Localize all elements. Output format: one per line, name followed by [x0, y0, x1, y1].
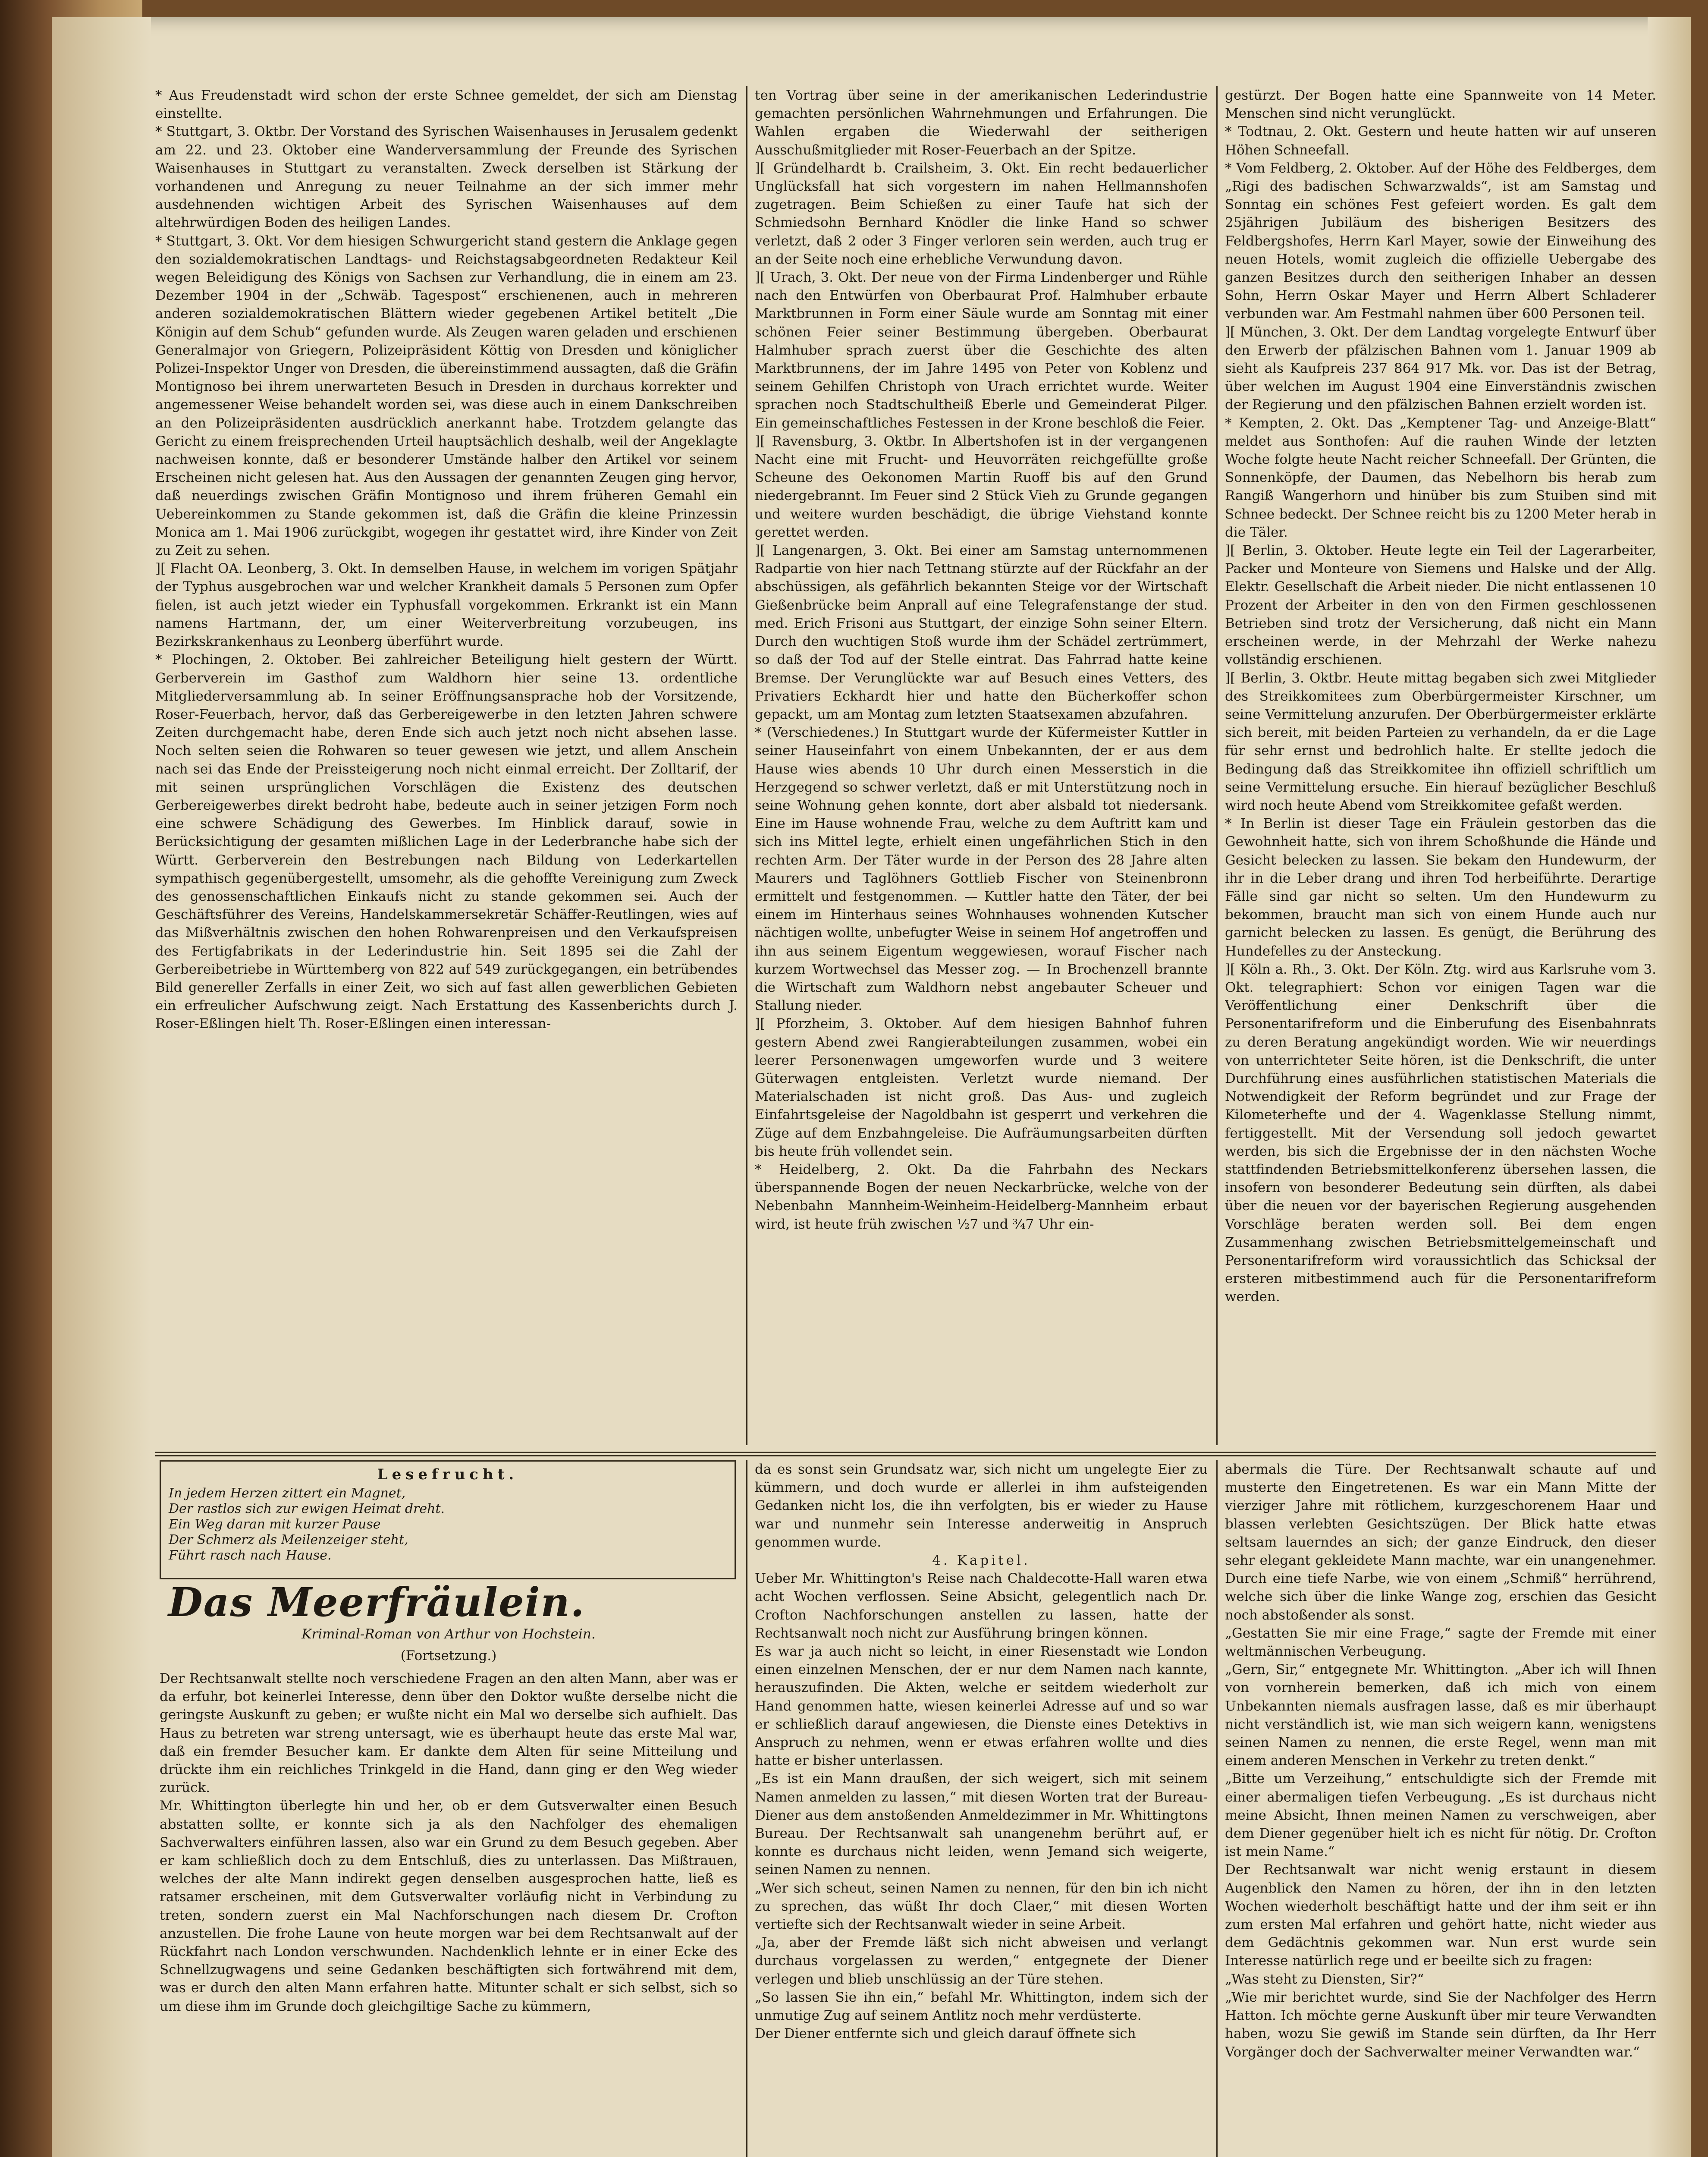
poem-line: Der Schmerz als Meilenzeiger steht,: [169, 1532, 408, 1547]
news-item: ][ Langenargen, 3. Okt. Bei einer am Samstag unternommenen Radpartie von hier nach Tettnang stürzte auf der Rückfahr an der abschüssigen, als gefährlich bekannten Steige vor der Wirtschaft Gießenbrücke beim Anprall auf eine Telegrafenstange der stud. med. Erich Frisoni aus Stuttgart, der einzige Sohn seiner Eltern. Durch den wuchtigen Stoß wurde ihm der Schädel zertrümmert, so daß der Tod auf der Stelle eintrat. Das Fahrrad hatte keine Bremse. Der Verunglückte war auf Besuch eines Vetters, des Privatiers Eckhardt hier und hatte den Bücherkoffer schon gepackt, um am Montag zum letzten Staatsexamen abzufahren.: [755, 543, 1208, 722]
poem-line: Führt rasch nach Hause.: [169, 1548, 332, 1563]
news-column-2: [755, 86, 1208, 1445]
news-item: ][ Köln a. Rh., 3. Okt. Der Köln. Ztg. wird aus Karlsruhe vom 3. Okt. telegraphiert: Schon vor einigen Tagen war die Veröffentlichung einer Denkschrift über die Personentarifreform und die Einberufung des Eisenbahnrats zu deren Beratung angekündigt worden. Wie wir neuerdings von unterrichteter Seite hören, ist die Denkschrift, die unter Durchführung eines ausführlichen statistischen Materials die Notwendigkeit der Reform begründet und zur Frage der Kilometerhefte und der 4. Wagenklasse Stellung nimmt, fertiggestellt. Mit der Versendung soll jedoch gewartet werden, bis sich die Ergebnisse der in den nächsten Woche stattfindenden Betriebsmittelkonferenz übersehen lassen, die insofern von besonderer Bedeutung sein dürften, als dabei über die neuen vor der bayerischen Regierung ausgehenden Vorschläge beraten werden soll. Bei dem engen Zusammenhang zwischen Betriebsmittelgemeinschaft und Personentarifreform wird voraussichtlich das Schicksal der ersteren mitbestimmend auch für die Personentarifreform werden.: [1225, 961, 1656, 1305]
news-item: * Stuttgart, 3. Okt. Vor dem hiesigen Schwurgericht stand gestern die Anklage gegen den sozialdemokratischen Landtags- und Reichstagsabgeordneten Redakteur Keil wegen Beleidigung des Königs von Sachsen zur Verhandlung, die in einem am 23. Dezember 1904 in der „Schwäb. Tagespost“ erschienenen, auch in mehreren anderen sozialdemokratischen Blättern wieder gegebenen Artikel betitelt „Die Königin auf dem Schub“ gefunden wurde. Als Zeugen waren geladen und erschienen Generalmajor von Griegern, Polizeipräsident Köttig von Dresden und königlicher Polizei-Inspektor Unger von Dresden, die übereinstimmend aussagten, daß die Gräfin Montignoso bei ihrem unerwarteten Besuch in Dresden in durchaus korrekter und angemessener Weise behandelt worden sei, was diese auch in einem Dankschreiben an den Polizeipräsidenten ausdrücklich anerkannt habe. Trotzdem gelangte das Gericht zu einem freisprechenden Urteil hauptsächlich deshalb, weil der Angeklagte nachweisen konnte, daß er besonderer Umstände halber den Artikel vor seinem Erscheinen nicht gelesen hat. Aus den Aussagen der genannten Zeugen ging hervor, daß neuerdings zwischen Gräfin Montignoso und ihrem früheren Gemahl ein Uebereinkommen zu Stande gekommen ist, daß die Gräfin die kleine Prinzessin Monica am 1. Mai 1906 zurückgibt, wogegen ihr gestattet wird, ihre Kinder von Zeit zu Zeit zu sehen.: [155, 233, 738, 559]
serial-column-3: [1225, 1460, 1656, 2157]
section-rule: [155, 1455, 1656, 1456]
page-gutter: [52, 17, 151, 2157]
news-item: ][ Flacht OA. Leonberg, 3. Okt. In demselben Hause, in welchem im vorigen Spätjahr der Typhus ausgebrochen war und welcher Krankheit damals 5 Personen zum Opfer fielen, ist auch jetzt wieder ein Typhusfall vorgekommen. Erkrankt ist ein Mann namens Hartmann, der, um einer Weiterverbreitung vorzubeugen, ins Bezirkskrankenhaus zu Leonberg überführt wurde.: [155, 561, 738, 650]
poem-line: Der rastlos sich zur ewigen Heimat dreht.: [169, 1501, 445, 1516]
serial-paragraph: abermals die Türe. Der Rechtsanwalt schaute auf und musterte den Eingetretenen. Es war ein Mann Mitte der vierziger Jahre mit rötlichem, kurzgeschorenem Haar und blassen verlebten Gesichtszügen. Der Blick hatte etwas seltsam lauerndes an sich; der ganze Eindruck, den dieser sehr elegant gekleidete Mann machte, war ein unangenehmer. Durch eine tiefe Narbe, wie von einem „Schmiß“ herrührend, welche sich über die linke Wange zog, erschien das Gesicht noch abstoßender als sonst.: [1225, 1462, 1656, 1623]
serial-paragraph: „Bitte um Verzeihung,“ entschuldigte sich der Fremde mit einer abermaligen tiefen Verbeugung. „Es ist durchaus nicht meine Absicht, Ihnen meinen Namen zu verschweigen, aber dem Diener gegenüber hielt ich es nicht für nötig. Dr. Crofton ist mein Name.“: [1225, 1771, 1656, 1860]
serial-paragraph: da es sonst sein Grundsatz war, sich nicht um ungelegte Eier zu kümmern, und doch wurde er allerlei in ihm aufsteigenden Gedanken nicht los, die ihn verfolgten, bis er wieder zu Hause war und nunmehr sein Interesse anderweitig in Anspruch genommen wurde.: [755, 1462, 1208, 1550]
news-item: ][ München, 3. Okt. Der dem Landtag vorgelegte Entwurf über den Erwerb der pfälzischen Bahnen vom 1. Januar 1909 ab sieht als Kaufpreis 237 864 917 Mk. vor. Das ist der Betrag, über welchen im August 1904 eine Einverständnis zwischen der Regierung und den pfälzischen Bahnen erzielt worden ist.: [1225, 324, 1656, 413]
news-item: ][ Ravensburg, 3. Oktbr. In Albertshofen ist in der vergangenen Nacht eine mit Frucht- und Heuvorräten reichgefüllte große Scheune des Oekonomen Martin Ruoff bis auf den Grund niedergebrannt. Im Feuer sind 2 Stück Vieh zu Grunde gegangen und weitere wurden beschädigt, die übrige Viehstand konnte gerettet werden.: [755, 433, 1208, 540]
serial-paragraph: „So lassen Sie ihn ein,“ befahl Mr. Whittington, indem sich der unmutige Zug auf seinem Antlitz noch mehr verdüsterte.: [755, 1989, 1208, 2024]
news-column-3: [1225, 86, 1656, 1445]
serial-paragraph: „Gestatten Sie mir eine Frage,“ sagte der Fremde mit einer weltmännischen Verbeugung.: [1225, 1625, 1656, 1660]
news-item: * Plochingen, 2. Oktober. Bei zahlreicher Beteiligung hielt gestern der Württ. Gerberverein im Gasthof zum Waldhorn hier seine 13. ordentliche Mitgliederversammlung ab. In seiner Eröffnungsansprache hob der Vorsitzende, Roser-Feuerbach, hervor, daß das Gerbereigewerbe in den letzten Jahren schwere Zeiten durchgemacht habe, deren Ende sich auch jetzt noch nicht absehen lasse. Noch selten seien die Rohwaren so teuer gewesen wie jetzt, und allem Anschein nach sei das Ende der Preissteigerung noch nicht einmal erreicht. Der Zolltarif, der mit seinen ursprünglichen Vorschlägen die Existenz des deutschen Gerbereigewerbes direkt bedroht habe, bedeute auch in seiner jetzigen Form noch eine schwere Schädigung des Gewerbes. Im Hinblick darauf, sowie in Berücksichtigung der gesamten mißlichen Lage in der Lederbranche habe sich der Württ. Gerberverein den Bestrebungen nach Bildung von Lederkartellen sympathisch gegenübergestellt, umsomehr, als die gehoffte Vereinigung zum Zweck des genossenschaftlichen Einkaufs nicht zu stande gekommen sei. Auch der Geschäftsführer des Vereins, Handelskammersekretär Schäffer-Reutlingen, wies auf das Mißverhältnis zwischen den hohen Rohwarenpreisen und den Verkaufspreisen des Fertigfabrikats in der Lederindustrie hin. Seit 1895 sei die Zahl der Gerbereibetriebe in Württemberg von 822 auf 549 zurückgegangen, ein betrübendes Bild genereller Zerfalls in einer Zeit, wo sich auf fast allen gewerblichen Gebieten ein erfreulicher Aufschwung zeigt. Nach Erstattung des Kassenberichts durch J. Roser-Eßlingen hielt Th. Roser-Eßlingen einen interessan-: [155, 652, 738, 1032]
serial-paragraph: „Ja, aber der Fremde läßt sich nicht abweisen und verlangt durchaus vorgelassen zu werden,“ entgegnete der Diener verlegen und blieb unschlüssig an der Türe stehen.: [755, 1935, 1208, 1987]
chapter-heading: 4. Kapitel.: [932, 1553, 1030, 1569]
serial-paragraph: „Gern, Sir,“ entgegnete Mr. Whittington. „Aber ich will Ihnen von vornherein bemerken, daß ich mich von einem Unbekannten niemals ausfragen lasse, daß es mir überhaupt nicht verständlich ist, wie man sich weigern kann, wenigstens seinen Namen zu nennen, die erste Regel, wenn man mit einem anderen Menschen in Verkehr zu treten denkt.“: [1225, 1662, 1656, 1769]
news-item: ][ Gründelhardt b. Crailsheim, 3. Okt. Ein recht bedauerlicher Unglücksfall hat sich vorgestern im nahen Hellmannshofen zugetragen. Beim Schießen zu einer Taufe hat sich der Schmiedsohn Bernhard Knödler die linke Hand so schwer verletzt, daß 2 oder 3 Finger verloren sein werden, auch trug er an der Seite noch eine erhebliche Verwundung davon.: [755, 160, 1208, 267]
news-item: ][ Urach, 3. Okt. Der neue von der Firma Lindenberger und Rühle nach den Entwürfen von Oberbaurat Prof. Halmhuber erbaute Marktbrunnen in Form einer Säule wurde am Sonntag mit einer schönen Feier seiner Bestimmung übergeben. Oberbaurat Halmhuber sprach zuerst über die Geschichte des alten Marktbrunnens, der im Jahre 1495 von Peter von Koblenz und seinem Gehilfen Christoph von Urach errichtet wurde. Weiter sprachen noch Stadtschultheiß Eberle und Gemeinderat Pilger. Ein gemeinschaftliches Festessen in der Krone beschloß die Feier.: [755, 270, 1208, 431]
news-item: * Stuttgart, 3. Oktbr. Der Vorstand des Syrischen Waisenhauses in Jerusalem gedenkt am 22. und 23. Oktober eine Wanderversammlung der Freunde des Syrischen Waisenhauses in Stuttgart zu veranstalten. Zweck derselben ist Stärkung der vorhandenen und Anregung zu neuer Teilnahme an der sich immer mehr ausdehnenden wichtigen Arbeit des Syrischen Waisenhauses auf dem altehrwürdigen Boden des heiligen Landes.: [155, 124, 738, 231]
news-item: * Kempten, 2. Okt. Das „Kemptener Tag- und Anzeige-Blatt“ meldet aus Sonthofen: Auf die rauhen Winde der letzten Woche folgte heute Nacht reicher Schneefall. Der Grünten, die Sonnenköpfe, der Daumen, das Nebelhorn bis herab zum Rangiß Wangerhorn und hinüber bis zum Stuiben sind mit Schnee bedeckt. Der Schnee reicht bis zu 1200 Meter herab in die Täler.: [1225, 415, 1656, 540]
serial-paragraph: Ueber Mr. Whittington's Reise nach Chaldecotte-Hall waren etwa acht Wochen verflossen. Seine Absicht, gelegentlich nach Dr. Crofton Nachforschungen anstellen zu lassen, hatte der Rechtsanwalt noch nicht zur Ausführung bringen können.: [755, 1571, 1208, 1641]
lesefrucht-box: [160, 1460, 736, 1579]
news-item: * Aus Freudenstadt wird schon der erste Schnee gemeldet, der sich am Dienstag einstellte.: [155, 88, 738, 122]
serial-paragraph: „Es ist ein Mann draußen, der sich weigert, sich mit seinem Namen anmelden zu lassen,“ mit diesen Worten trat der Bureau-Diener aus dem anstoßenden Anmeldezimmer in Mr. Whittingtons Bureau. Der Rechtsanwalt sah unangenehm berührt auf, er konnte es durchaus nicht leiden, wenn Jemand sich weigerte, seinen Namen zu nennen.: [755, 1771, 1208, 1878]
news-item: * Heidelberg, 2. Okt. Da die Fahrbahn des Neckars überspannende Bogen der neuen Neckarbrücke, welche von der Nebenbahn Mannheim-Weinheim-Heidelberg-Mannheim erbaut wird, ist heute früh zwischen ½7 und ¾7 Uhr ein-: [755, 1161, 1208, 1232]
news-item: * Vom Feldberg, 2. Oktober. Auf der Höhe des Feldberges, dem „Rigi des badischen Schwarzwalds“, ist am Samstag und Sonntag ein schönes Fest gefeiert worden. Es galt dem 25jährigen Jubiläum des bisherigen Besitzers des Feldbergshofes, Herrn Karl Mayer, sowie der Einweihung des neuen Hotels, womit zugleich die offizielle Uebergabe des ganzen Besitzes durch den seitherigen Inhaber an dessen Sohn, Herrn Oskar Mayer und Herrn Albert Schladerer verbunden war. Am Festmahl nahmen über 600 Personen teil.: [1225, 160, 1656, 322]
column-rule: [746, 86, 747, 1445]
serial-paragraph: Der Rechtsanwalt war nicht wenig erstaunt in diesem Augenblick den Namen zu hören, der ihn in den letzten Wochen wiederholt beschäftigt hatte und der ihm seit er ihn zum ersten Mal erfahren und gehört hatte, nicht wieder aus dem Gedächtnis gekommen war. Nun erst wurde sein Interesse natürlich rege und er beeilte sich zu fragen:: [1225, 1862, 1656, 1969]
news-item: ten Vortrag über seine in der amerikanischen Lederindustrie gemachten persönlichen Wahrnehmungen und Erfahrungen. Die Wahlen ergaben die Wiederwahl der seitherigen Ausschußmitglieder mit Roser-Feuerbach an der Spitze.: [755, 88, 1208, 158]
newspaper-page: [52, 17, 1691, 2157]
serial-paragraph: Mr. Whittington überlegte hin und her, ob er dem Gutsverwalter einen Besuch abstatten sollte, er konnte sich ja als den Nachfolger des ehemaligen Sachverwalters einführen lassen, also war ein Grund zu dem Besuch gegeben. Aber er kam schließlich doch zu dem Entschluß, dies zu unterlassen. Das Mißtrauen, welches der alte Mann indirekt gegen denselben ausgesprochen hatte, ließ es ratsamer erscheinen, mit dem Gutsverwalter vorläufig nicht in Verbindung zu treten, sondern zuerst ein Mal Nachforschungen nach diesem Dr. Crofton anzustellen. Die frohe Laune von heute morgen war bei dem Rechtsanwalt auf der Rückfahrt nach London verschwunden. Nachdenklich lehnte er in einer Ecke des Schnellzugwagens und seine Gedanken beschäftigten sich fortwährend mit dem, was er durch den alten Mann erfahren hatte. Mitunter schalt er sich selbst, sich so um diese ihm im Grunde doch gleichgiltige Sache zu kümmern,: [160, 1798, 738, 2014]
poem-line: In jedem Herzen zittert ein Magnet,: [169, 1486, 406, 1501]
serial-paragraph: „Wie mir berichtet wurde, sind Sie der Nachfolger des Herrn Hatton. Ich möchte gerne Auskunft über mir teure Verwandten haben, wozu Sie gewiß im Stande sein dürften, da Ihr Herr Vorgänger doch der Sachverwalter meiner Verwandten war.“: [1225, 1989, 1656, 2060]
news-item: * Todtnau, 2. Okt. Gestern und heute hatten wir auf unseren Höhen Schneefall.: [1225, 124, 1656, 158]
serial-subtitle: Kriminal-Roman von Arthur von Hochstein.: [301, 1626, 596, 1642]
column-rule: [746, 1460, 747, 2157]
serial-column-1: [160, 1670, 738, 2157]
news-item: ][ Berlin, 3. Oktober. Heute legte ein Teil der Lagerarbeiter, Packer und Monteure von Siemens und Halske und der Allg. Elektr. Gesellschaft die Arbeit nieder. Die nicht entlassenen 10 Prozent der Arbeiter in den von den Firmen geschlossenen Betrieben sind trotz der Versicherung, daß nicht ein Mann erscheinen werde, in der Mehrzahl der Werke nahezu vollständig erschienen.: [1225, 543, 1656, 668]
lesefrucht-title: Lesefrucht.: [377, 1466, 518, 1483]
serial-paragraph: Es war ja auch nicht so leicht, in einer Riesenstadt wie London einen einzelnen Menschen, der er nur dem Namen nach kannte, herauszufinden. Die Akten, welche er seitdem wiederholt zur Hand genommen hatte, wiesen keinerlei Adresse auf und so war er schließlich darauf angewiesen, die Dienste eines Detektivs in Anspruch zu nehmen, wenn er etwas erfahren wollte und dies hatte er bisher unterlassen.: [755, 1644, 1208, 1769]
column-rule: [1216, 1460, 1218, 2157]
news-column-1: [155, 86, 738, 1445]
news-item: * In Berlin ist dieser Tage ein Fräulein gestorben das die Gewohnheit hatte, sich von ihrem Schoßhunde die Hände und Gesicht belecken zu lassen. Sie bekam den Hundewurm, der ihr in die Leber drang und ihren Tod herbeiführte. Derartige Fälle sind gar nicht so selten. Um den Hundewurm zu bekommen, braucht man sich von einem Hunde auch nur garnicht belecken zu lassen. Es genügt, die Berührung des Hundefelles zu der Ansteckung.: [1225, 816, 1656, 959]
news-item: gestürzt. Der Bogen hatte eine Spannweite von 14 Meter. Menschen sind nicht verunglückt.: [1225, 88, 1656, 122]
news-item: ][ Pforzheim, 3. Oktober. Auf dem hiesigen Bahnhof fuhren gestern Abend zwei Rangierabteilungen zusammen, wobei ein leerer Personenwagen umgeworfen wurde und 3 weitere Güterwagen entgleisten. Verletzt wurde niemand. Der Materialschaden ist nicht groß. Das Aus- und zugleich Einfahrtsgeleise der Nagoldbahn ist gesperrt und verkehren die Züge auf dem Enzbahngeleise. Die Aufräumungsarbeiten dürften bis heute früh vollendet sein.: [755, 1016, 1208, 1159]
serial-title: Das Meerfräulein.: [168, 1579, 585, 1626]
column-rule: [1216, 86, 1218, 1445]
serial-continuation: (Fortsetzung.): [400, 1648, 497, 1663]
serial-paragraph: Der Diener entfernte sich und gleich darauf öffnete sich: [755, 2026, 1136, 2042]
serial-paragraph: Der Rechtsanwalt stellte noch verschiedene Fragen an den alten Mann, aber was er da erfuhr, bot keinerlei Interesse, denn über den Doktor wußte derselbe nicht die geringste Auskunft zu geben; er wußte nicht ein Mal wo derselbe sich aufhielt. Das Haus zu betreten war streng untersagt, wie es überhaupt heute das erste Mal war, daß ein fremder Besucher kam. Er dankte dem Alten für seine Mitteilung und drückte ihm ein reichliches Trinkgeld in die Hand, dann ging er den Weg wieder zurück.: [160, 1671, 738, 1796]
news-item: * (Verschiedenes.) In Stuttgart wurde der Küfermeister Kuttler in seiner Hauseinfahrt von einem Unbekannten, der er aus dem Hause wies abends 10 Uhr durch einen Messerstich in die Herzgegend so schwer verletzt, daß er mit Unterstützung noch in seine Wohnung gehen konnte, dort aber alsbald tot niedersank. Eine im Hause wohnende Frau, welche zu dem Auftritt kam und sich ins Mittel legte, erhielt einen ungefährlichen Stich in den rechten Arm. Der Täter wurde in der Person des 28 Jahre alten Maurers und Taglöhners Gottlieb Fischer von Steinenbronn ermittelt und festgenommen. — Kuttler hatte den Täter, der bei einem im Hinterhaus seines Wohnhauses wohnenden Kutscher nächtigen wollte, unbefugter Weise in seinem Hof angetroffen und ihn aus seinem Eigentum weggewiesen, worauf Fischer nach kurzem Wortwechsel das Messer zog. — In Brochenzell brannte die Wirtschaft zum Waldhorn nebst angebauter Scheuer und Stallung nieder.: [755, 725, 1208, 1014]
section-rule: [155, 1452, 1656, 1453]
poem-line: Ein Weg daran mit kurzer Pause: [169, 1517, 381, 1532]
serial-column-2: [755, 1460, 1208, 2157]
serial-paragraph: „Wer sich scheut, seinen Namen zu nennen, für den bin ich nicht zu sprechen, das wüßt Ihr doch Claer,“ mit diesen Worten vertiefte sich der Rechtsanwalt wieder in seine Arbeit.: [755, 1880, 1208, 1933]
news-item: ][ Berlin, 3. Oktbr. Heute mittag begaben sich zwei Mitglieder des Streikkomitees zum Oberbürgermeister Kirschner, um seine Vermittelung anzurufen. Der Oberbürgermeister erklärte sich bereit, mit beiden Parteien zu verhandeln, da er die Lage für sehr ernst und bedrohlich halte. Er stellte jedoch die Bedingung daß das Streikkomitee ihn offiziell schriftlich um seine Vermittelung ersuche. Ein hierauf bezüglicher Beschluß wird noch heute Abend vom Streikkomitee gefaßt werden.: [1225, 670, 1656, 813]
serial-paragraph: „Was steht zu Diensten, Sir?“: [1225, 1971, 1424, 1987]
